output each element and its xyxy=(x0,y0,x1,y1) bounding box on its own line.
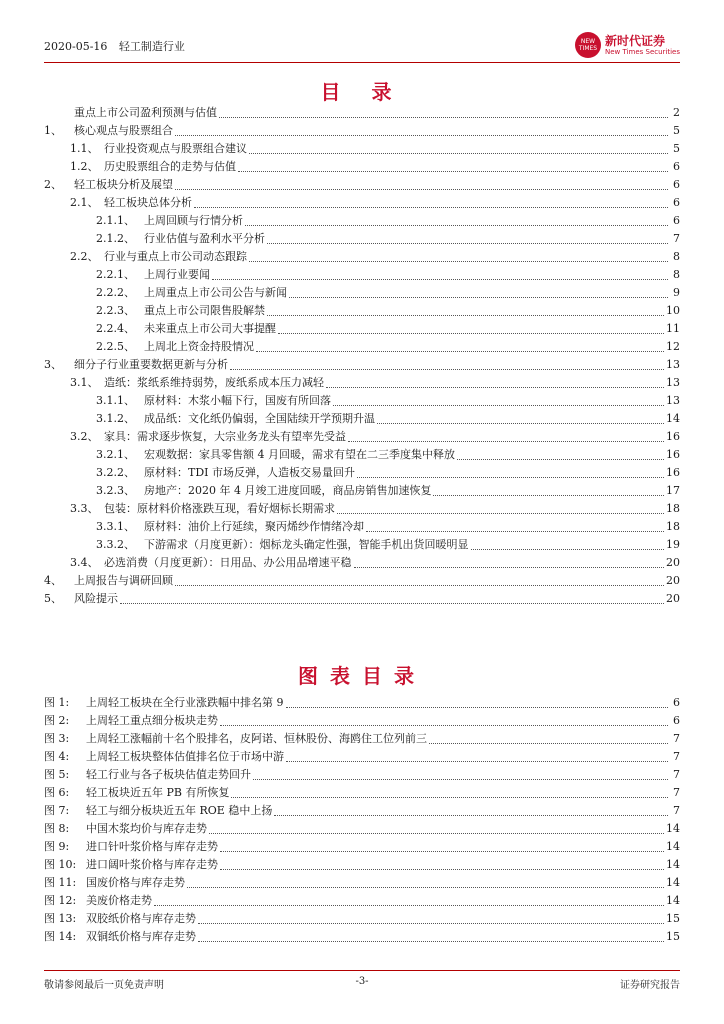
toc-entry-page: 6 xyxy=(673,214,680,227)
logo-mark-icon: NEW TIMES xyxy=(575,32,601,58)
toc-entry[interactable] xyxy=(44,446,680,464)
toc-entry-number: 3.4、 xyxy=(70,556,99,569)
page-footer xyxy=(44,976,680,990)
toc-entry-number: 3.2、 xyxy=(70,430,99,443)
figure-list xyxy=(44,694,680,946)
toc-entry-text: 包装：原材料价格涨跌互现，看好烟标长期需求 xyxy=(104,502,335,515)
toc-entry-text: 重点上市公司限售股解禁 xyxy=(144,304,265,317)
report-date: 2020-05-16 xyxy=(44,40,108,53)
toc-entry[interactable] xyxy=(44,302,680,320)
figure-entry-number: 图 8: xyxy=(44,822,70,835)
figure-entry-text: 国废价格与库存走势 xyxy=(86,876,185,889)
toc-entry-text: 造纸：浆纸系维持弱势，废纸系成本压力减轻 xyxy=(104,376,324,389)
toc-entry[interactable] xyxy=(44,536,680,554)
toc-entry-text: 上周回顾与行情分析 xyxy=(144,214,243,227)
toc-entry-text: 原材料：TDI 市场反弹，人造板交易量回升 xyxy=(144,466,355,479)
toc-entry-text: 宏观数据：家具零售额 4 月回暖，需求有望在二三季度集中释放 xyxy=(144,448,455,461)
toc-entry-text: 核心观点与股票组合 xyxy=(74,124,173,137)
toc-entry-text: 历史股票组合的走势与估值 xyxy=(104,160,236,173)
dot-leader xyxy=(433,495,664,496)
toc-entry-page: 6 xyxy=(673,178,680,191)
toc-entry[interactable] xyxy=(44,500,680,518)
toc-entry-number: 1.1、 xyxy=(70,142,99,155)
dot-leader xyxy=(333,405,664,406)
footer-divider xyxy=(44,970,680,971)
toc-entry-number: 1、 xyxy=(44,124,62,137)
figure-entry-page: 7 xyxy=(673,732,680,745)
figure-entry-page: 15 xyxy=(666,930,680,943)
figure-entry-text: 美废价格走势 xyxy=(86,894,152,907)
dot-leader xyxy=(366,531,664,532)
figure-entry-number: 图 14: xyxy=(44,930,77,943)
toc-entry-page: 16 xyxy=(666,466,680,479)
toc-entry-number: 3、 xyxy=(44,358,62,371)
toc-entry-text: 上周行业要闻 xyxy=(144,268,210,281)
figure-entry[interactable] xyxy=(44,856,680,874)
toc-entry-number: 2.1.1、 xyxy=(96,214,135,227)
toc-entry-number: 2.2、 xyxy=(70,250,99,263)
toc-entry[interactable] xyxy=(44,428,680,446)
figure-entry-text: 中国木浆均价与库存走势 xyxy=(86,822,207,835)
figure-entry-number: 图 1: xyxy=(44,696,70,709)
toc-entry[interactable] xyxy=(44,122,680,140)
toc-entry-number: 3.1.2、 xyxy=(96,412,135,425)
figure-entry[interactable] xyxy=(44,694,680,712)
toc-entry[interactable] xyxy=(44,464,680,482)
toc-entry-page: 5 xyxy=(673,142,680,155)
figure-entry[interactable] xyxy=(44,712,680,730)
dot-leader xyxy=(249,153,668,154)
dot-leader xyxy=(219,117,668,118)
figure-entry-number: 图 10: xyxy=(44,858,77,871)
toc-entry-page: 17 xyxy=(666,484,680,497)
toc-entry-number: 2.1.2、 xyxy=(96,232,135,245)
toc-entry-page: 11 xyxy=(666,322,680,335)
toc-entry-number: 3.2.3、 xyxy=(96,484,135,497)
dot-leader xyxy=(253,779,668,780)
dot-leader xyxy=(198,941,664,942)
figure-entry-page: 7 xyxy=(673,804,680,817)
toc-entry-page: 6 xyxy=(673,160,680,173)
dot-leader xyxy=(267,243,668,244)
toc-entry[interactable] xyxy=(44,140,680,158)
table-of-contents xyxy=(44,104,680,608)
dot-leader xyxy=(194,207,668,208)
figure-entry-number: 图 11: xyxy=(44,876,77,889)
figure-entry-number: 图 12: xyxy=(44,894,77,907)
toc-entry-page: 6 xyxy=(673,196,680,209)
toc-entry-text: 原材料：油价上行延续，聚丙烯纱作情绪冷却 xyxy=(144,520,364,533)
toc-entry-text: 房地产：2020 年 4 月竣工进度回暖，商品房销售加速恢复 xyxy=(144,484,432,497)
figure-entry-number: 图 7: xyxy=(44,804,70,817)
figure-entry-text: 双胶纸价格与库存走势 xyxy=(86,912,196,925)
toc-entry-page: 7 xyxy=(673,232,680,245)
page-number: -3- xyxy=(355,976,369,987)
figure-entry-number: 图 2: xyxy=(44,714,70,727)
figure-entry[interactable] xyxy=(44,730,680,748)
toc-entry[interactable] xyxy=(44,572,680,590)
figure-entry-number: 图 4: xyxy=(44,750,70,763)
dot-leader xyxy=(175,135,668,136)
dot-leader xyxy=(249,261,668,262)
dot-leader xyxy=(286,761,668,762)
figure-entry-text: 上周轻工涨幅前十名个股排名，皮阿诺、恒林股份、海鸥住工位列前三 xyxy=(86,732,427,745)
figure-entry[interactable] xyxy=(44,802,680,820)
toc-entry-text: 轻工板块总体分析 xyxy=(104,196,192,209)
brand-logo xyxy=(575,32,680,58)
toc-entry-number: 5、 xyxy=(44,592,62,605)
toc-entry-text: 风险提示 xyxy=(74,592,118,605)
figure-entry[interactable] xyxy=(44,874,680,892)
toc-entry[interactable] xyxy=(44,554,680,572)
toc-entry-number: 2.2.1、 xyxy=(96,268,135,281)
toc-entry-page: 13 xyxy=(666,376,680,389)
figure-entry-page: 6 xyxy=(673,714,680,727)
toc-entry-number: 4、 xyxy=(44,574,62,587)
toc-entry-page: 13 xyxy=(666,358,680,371)
toc-entry-number: 3.3.2、 xyxy=(96,538,135,551)
figure-entry-text: 轻工板块近五年 PB 有所恢复 xyxy=(86,786,230,799)
toc-entry-number: 3.1.1、 xyxy=(96,394,135,407)
toc-entry-page: 5 xyxy=(673,124,680,137)
toc-entry-page: 19 xyxy=(666,538,680,551)
dot-leader xyxy=(326,387,664,388)
toc-entry[interactable] xyxy=(44,212,680,230)
figure-entry-number: 图 13: xyxy=(44,912,77,925)
figure-entry-number: 图 5: xyxy=(44,768,70,781)
figure-entry-text: 双铜纸价格与库存走势 xyxy=(86,930,196,943)
toc-entry-number: 2.2.3、 xyxy=(96,304,135,317)
toc-entry-page: 12 xyxy=(666,340,680,353)
toc-entry[interactable] xyxy=(44,590,680,608)
dot-leader xyxy=(220,725,668,726)
logo-english-name: New Times Securities xyxy=(605,47,680,56)
figure-entry-page: 14 xyxy=(666,894,680,907)
figure-entry-page: 14 xyxy=(666,840,680,853)
toc-entry-page: 8 xyxy=(673,268,680,281)
toc-entry-text: 轻工板块分析及展望 xyxy=(74,178,173,191)
figure-list-title: 图表目录 xyxy=(298,664,426,688)
dot-leader xyxy=(337,513,664,514)
dot-leader xyxy=(209,833,664,834)
dot-leader xyxy=(286,707,669,708)
figure-entry[interactable] xyxy=(44,820,680,838)
toc-entry-page: 18 xyxy=(666,502,680,515)
industry-name: 轻工制造行业 xyxy=(118,40,185,53)
dot-leader xyxy=(238,171,668,172)
toc-entry-text: 行业投资观点与股票组合建议 xyxy=(104,142,247,155)
dot-leader xyxy=(357,477,664,478)
page-header xyxy=(44,32,680,62)
toc-entry-text: 上周重点上市公司公告与新闻 xyxy=(144,286,287,299)
toc-entry[interactable] xyxy=(44,158,680,176)
toc-entry[interactable] xyxy=(44,230,680,248)
dot-leader xyxy=(120,603,664,604)
toc-entry-number: 2.2.4、 xyxy=(96,322,135,335)
toc-entry[interactable] xyxy=(44,518,680,536)
figure-entry-text: 上周轻工板块整体估值排名位于市场中游 xyxy=(86,750,284,763)
dot-leader xyxy=(230,369,664,370)
figure-entry[interactable] xyxy=(44,838,680,856)
toc-entry-page: 16 xyxy=(666,448,680,461)
toc-entry-page: 2 xyxy=(673,106,680,119)
toc-entry-text: 下游需求（月度更新）：烟标龙头确定性强，智能手机出货回暖明显 xyxy=(144,538,469,551)
toc-entry-number: 2.1、 xyxy=(70,196,99,209)
toc-entry[interactable] xyxy=(44,194,680,212)
toc-entry[interactable] xyxy=(44,356,680,374)
dot-leader xyxy=(154,905,664,906)
figure-entry-text: 进口针叶浆价格与库存走势 xyxy=(86,840,218,853)
toc-entry-number: 1.2、 xyxy=(70,160,99,173)
figure-entry-page: 6 xyxy=(673,696,680,709)
dot-leader xyxy=(471,549,665,550)
toc-entry[interactable] xyxy=(44,284,680,302)
toc-entry-number: 3.3、 xyxy=(70,502,99,515)
figure-entry[interactable] xyxy=(44,766,680,784)
toc-entry-page: 14 xyxy=(666,412,680,425)
dot-leader xyxy=(175,585,664,586)
dot-leader xyxy=(231,797,668,798)
figure-entry-text: 进口阔叶浆价格与库存走势 xyxy=(86,858,218,871)
toc-title: 目 录 xyxy=(320,80,404,104)
dot-leader xyxy=(354,567,665,568)
toc-entry-number: 2.2.2、 xyxy=(96,286,135,299)
figure-entry-text: 轻工与细分板块近五年 ROE 稳中上扬 xyxy=(86,804,273,817)
figure-entry[interactable] xyxy=(44,910,680,928)
logo-chinese-name: 新时代证券 xyxy=(605,33,666,48)
figure-entry-page: 14 xyxy=(666,822,680,835)
figure-entry[interactable] xyxy=(44,784,680,802)
toc-entry[interactable] xyxy=(44,104,680,122)
figure-entry-page: 7 xyxy=(673,768,680,781)
figure-entry-page: 14 xyxy=(666,858,680,871)
toc-entry-text: 必选消费（月度更新）：日用品、办公用品增速平稳 xyxy=(104,556,352,569)
toc-entry-text: 上周报告与调研回顾 xyxy=(74,574,173,587)
toc-entry[interactable] xyxy=(44,374,680,392)
toc-entry-text: 家具：需求逐步恢复，大宗业务龙头有望率先受益 xyxy=(104,430,346,443)
dot-leader xyxy=(429,743,668,744)
toc-entry-number: 3.2.1、 xyxy=(96,448,135,461)
toc-entry[interactable] xyxy=(44,176,680,194)
header-divider xyxy=(44,62,680,63)
toc-entry-number: 3.3.1、 xyxy=(96,520,135,533)
toc-entry-page: 20 xyxy=(666,556,680,569)
toc-entry-number: 2.2.5、 xyxy=(96,340,135,353)
dot-leader xyxy=(278,333,664,334)
toc-entry-text: 原材料：木浆小幅下行，国废有所回落 xyxy=(144,394,331,407)
dot-leader xyxy=(220,869,664,870)
toc-entry-text: 行业与重点上市公司动态跟踪 xyxy=(104,250,247,263)
dot-leader xyxy=(245,225,668,226)
toc-entry[interactable] xyxy=(44,338,680,356)
toc-entry[interactable] xyxy=(44,410,680,428)
toc-entry-text: 未来重点上市公司大事提醒 xyxy=(144,322,276,335)
header-meta xyxy=(44,38,193,54)
figure-entry-number: 图 6: xyxy=(44,786,70,799)
dot-leader xyxy=(348,441,664,442)
toc-entry-number: 2、 xyxy=(44,178,62,191)
dot-leader xyxy=(212,279,668,280)
dot-leader xyxy=(187,887,664,888)
toc-entry-page: 8 xyxy=(673,250,680,263)
dot-leader xyxy=(256,351,664,352)
dot-leader xyxy=(289,297,668,298)
dot-leader xyxy=(274,815,668,816)
figure-entry-text: 上周轻工板块在全行业涨跌幅中排名第 9 xyxy=(86,696,284,709)
toc-entry-text: 上周北上资金持股情况 xyxy=(144,340,254,353)
report-type: 证券研究报告 xyxy=(620,980,680,991)
figure-entry-number: 图 9: xyxy=(44,840,70,853)
toc-entry-text: 成品纸：文化纸仍偏弱，全国陆续开学预期升温 xyxy=(144,412,375,425)
toc-entry-number: 3.1、 xyxy=(70,376,99,389)
toc-entry-text: 细分子行业重要数据更新与分析 xyxy=(74,358,228,371)
toc-entry-page: 20 xyxy=(666,592,680,605)
toc-entry[interactable] xyxy=(44,482,680,500)
toc-entry-page: 10 xyxy=(666,304,680,317)
disclaimer-note: 敬请参阅最后一页免责声明 xyxy=(44,980,164,991)
figure-entry-page: 7 xyxy=(673,786,680,799)
dot-leader xyxy=(175,189,668,190)
toc-entry[interactable] xyxy=(44,248,680,266)
toc-entry-number: 3.2.2、 xyxy=(96,466,135,479)
figure-entry[interactable] xyxy=(44,892,680,910)
dot-leader xyxy=(267,315,664,316)
toc-entry[interactable] xyxy=(44,266,680,284)
figure-entry-page: 14 xyxy=(666,876,680,889)
figure-entry-page: 15 xyxy=(666,912,680,925)
figure-entry[interactable] xyxy=(44,928,680,946)
toc-entry-text: 重点上市公司盈利预测与估值 xyxy=(74,106,217,119)
toc-entry-page: 13 xyxy=(666,394,680,407)
figure-entry-text: 上周轻工重点细分板块走势 xyxy=(86,714,218,727)
figure-entry-page: 7 xyxy=(673,750,680,763)
dot-leader xyxy=(457,459,664,460)
toc-entry-page: 9 xyxy=(673,286,680,299)
toc-entry-page: 16 xyxy=(666,430,680,443)
toc-entry-text: 行业估值与盈利水平分析 xyxy=(144,232,265,245)
figure-entry[interactable] xyxy=(44,748,680,766)
toc-entry-page: 18 xyxy=(666,520,680,533)
toc-entry-page: 20 xyxy=(666,574,680,587)
dot-leader xyxy=(198,923,664,924)
toc-entry[interactable] xyxy=(44,320,680,338)
figure-entry-text: 轻工行业与各子板块估值走势回升 xyxy=(86,768,251,781)
dot-leader xyxy=(377,423,664,424)
figure-entry-number: 图 3: xyxy=(44,732,70,745)
dot-leader xyxy=(220,851,664,852)
toc-entry[interactable] xyxy=(44,392,680,410)
